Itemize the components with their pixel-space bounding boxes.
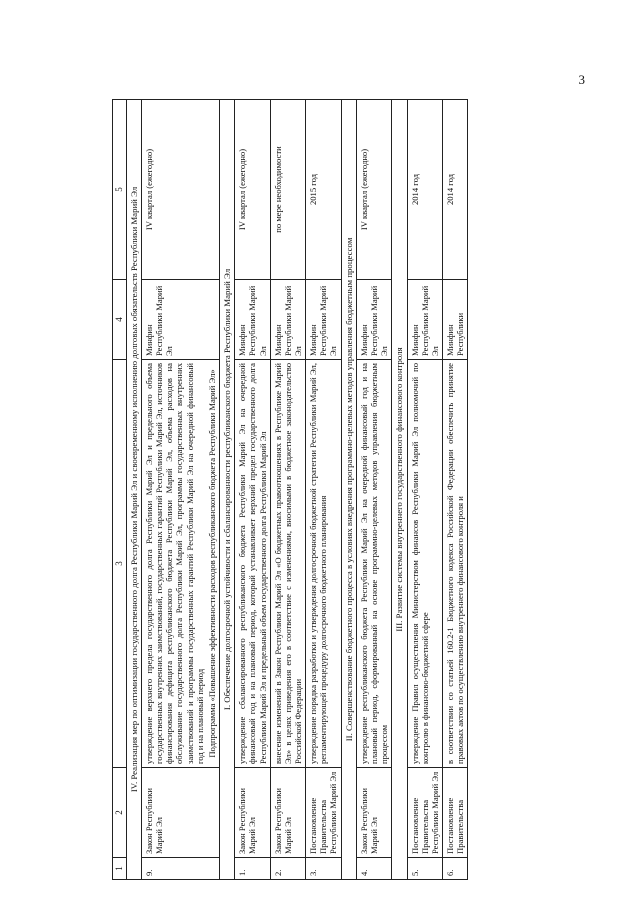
- table-row: [407, 100, 442, 880]
- row-number: 3.: [306, 858, 341, 880]
- measure-description: утверждение сбалансированного республиканского бюджета Республики Марий Эл на очередной финансовый год и на плановый период, который устанавливает верхний предел государственного долга Республики Марий Эл и предельный объем государственного долга Республики Марий Эл: [235, 360, 270, 768]
- document-type: Постановление Правительства Республики Марий Эл: [306, 768, 341, 858]
- responsible: Минфин Республики Марий Эл: [356, 280, 391, 360]
- document-type: Постановление Правительства Республики Марий Эл: [407, 768, 442, 858]
- col-header-5: 5: [113, 100, 127, 280]
- measures-table: [112, 99, 468, 880]
- table-row: [356, 100, 391, 880]
- document-type: Постановление Правительства: [443, 768, 468, 858]
- measure-description: утверждение порядка разработки и утверждения долгосрочной бюджетной стратегии Республики Марий Эл, регламентирующей процедуру долгосрочного бюджетного планирования: [306, 360, 341, 768]
- section-heading-row: [392, 100, 407, 880]
- deadline: IV квартал (ежегодно): [356, 100, 391, 280]
- deadline: IV квартал (ежегодно): [235, 100, 270, 280]
- section-heading-row: [126, 100, 141, 880]
- section-iii-heading: III. Развитие системы внутреннего государственного финансового контроля: [392, 100, 407, 880]
- table-header-row: [113, 100, 127, 880]
- row-number: 2.: [270, 858, 305, 880]
- responsible: Минфин Республики Марий Эл: [235, 280, 270, 360]
- col-header-3: 3: [113, 360, 127, 768]
- rotated-page-content: [112, 80, 572, 880]
- measure-description: утверждение республиканского бюджета Республики Марий Эл на очередной финансовый год и на плановый период, сформированный на основе программно-целевых методов управления бюджетным процессом: [356, 360, 391, 768]
- responsible: Минфин Республики Марий Эл: [270, 280, 305, 360]
- row-number: 4.: [356, 858, 391, 880]
- measure-description: утверждение Правил осуществления Министерством финансов Республики Марий Эл полномочий по контролю в финансово-бюджетной сфере: [407, 360, 442, 768]
- measure-description: внесение изменений в Закон Республики Марий Эл «О бюджетных правоотношениях в Республике Марий Эл» в целях приведения его в соответствие с изменениями, вносимыми в бюджетное законодательство Российской Федерации: [270, 360, 305, 768]
- section-i-heading: I. Обеспечение долгосрочной устойчивости и сбалансированности республиканского бюджета Республики Марий Эл: [219, 100, 234, 880]
- table-row: [270, 100, 305, 880]
- table-row: [235, 100, 270, 880]
- measure-description: утверждение верхнего предела государственного долга Республики Марий Эл и предельного объема государственных внутренних заимствований, государственных гарантий Республики Марий Эл, источников финансирования дефицита республиканского бюджета Республики Марий Эл, объема расходов на обслуживание государственного долга Республики Марий Эл, программы государственных внутренних заимствований и программы государственных гарантий Республики Марий Эл на очередной финансовый год и на плановый период: [143, 363, 205, 764]
- row-number: 9.: [141, 858, 219, 880]
- deadline: по мере необходимости: [270, 100, 305, 280]
- measure-cell: [141, 360, 219, 768]
- col-header-4: 4: [113, 280, 127, 360]
- document-type: Закон Республики Марий Эл: [356, 768, 391, 858]
- responsible: Минфин Республики Марий Эл: [306, 280, 341, 360]
- responsible: Минфин Республики Марий Эл: [141, 280, 219, 360]
- document-type: Закон Республики Марий Эл: [270, 768, 305, 858]
- responsible: Минфин Республики Марий Эл: [407, 280, 442, 360]
- deadline: 2014 год: [407, 100, 442, 280]
- deadline: 2014 год: [443, 100, 468, 280]
- table-row: [443, 100, 468, 880]
- subprogram-title: Подпрограмма «Повышение эффективности расходов республиканского бюджета Республики Марий Эл»: [206, 369, 217, 758]
- row-number: 1.: [235, 858, 270, 880]
- document-type: Закон Республики Марий Эл: [141, 768, 219, 858]
- deadline: IV квартал (ежегодно): [141, 100, 219, 280]
- section-iv-heading: IV. Реализация мер по оптимизации государственного долга Республики Марий Эл и своевременному исполнению долговых обязательств Республики Марий Эл: [126, 100, 141, 880]
- section-heading-row: [341, 100, 356, 880]
- measure-description: в соответствии со статьей 160.2-1 Бюджетного кодекса Российской Федерации обеспечить принятие правовых актов по осуществлению внутреннего финансового контроля и: [443, 360, 468, 768]
- responsible: Минфин Республики: [443, 280, 468, 360]
- row-number: 5.: [407, 858, 442, 880]
- row-number: 6.: [443, 858, 468, 880]
- table-row: [141, 100, 219, 880]
- table-row: [306, 100, 341, 880]
- col-header-1: 1: [113, 858, 127, 880]
- page-number: 3: [578, 72, 585, 87]
- col-header-2: 2: [113, 768, 127, 858]
- section-heading-row: [219, 100, 234, 880]
- deadline: 2015 год: [306, 100, 341, 280]
- section-ii-heading: II. Совершенствование бюджетного процесса в условиях внедрения программно-целевых методов управления бюджетным процессом: [341, 100, 356, 880]
- document-type: Закон Республики Марий Эл: [235, 768, 270, 858]
